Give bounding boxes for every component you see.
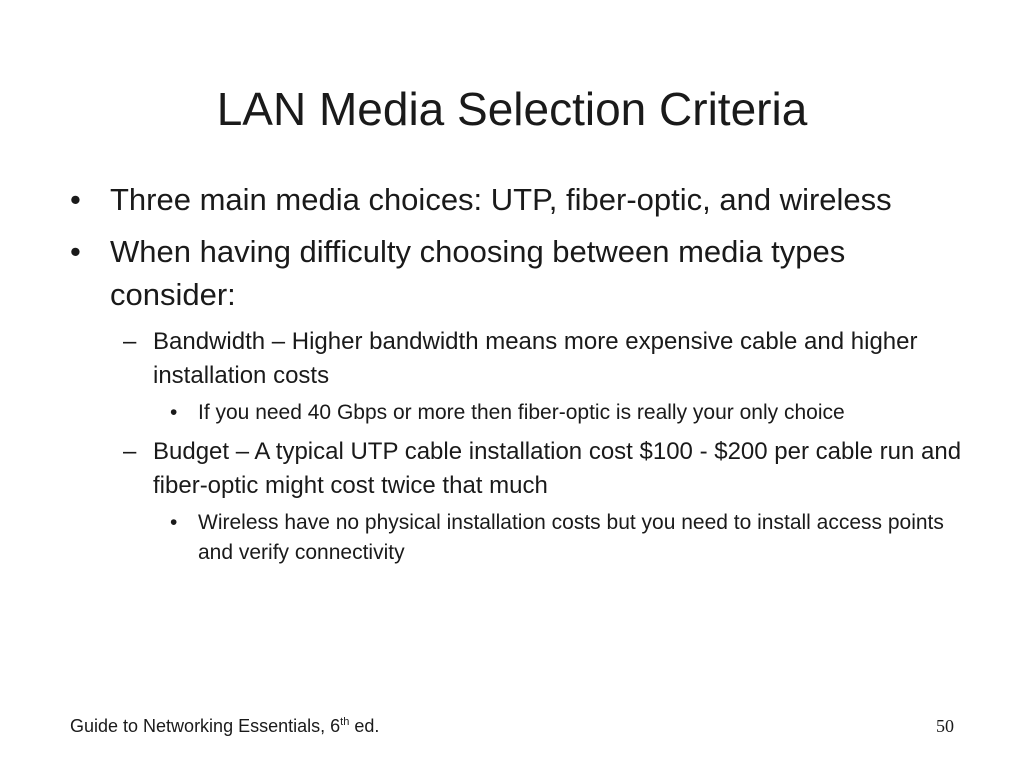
bullet-text: When having difficulty choosing between media types consider: xyxy=(110,234,846,312)
dash-icon: – xyxy=(123,328,137,355)
bullet-icon: • xyxy=(70,234,81,269)
bullet-item xyxy=(70,178,970,221)
sub-sub-bullet-item xyxy=(170,398,970,428)
bullet-text: Three main media choices: UTP, fiber-optic, and wireless xyxy=(110,182,892,217)
footer-edition-superscript: th xyxy=(340,716,350,728)
sub-sub-bullet-item xyxy=(170,508,970,568)
sub-sub-bullet-text: Wireless have no physical installation costs but you need to install access points and verify connectivity xyxy=(198,511,944,564)
bullet-item xyxy=(70,230,970,316)
bullet-icon: • xyxy=(170,401,178,424)
bullet-icon: • xyxy=(70,182,81,217)
footer-book-suffix: ed. xyxy=(349,716,380,736)
sub-bullet-text: Bandwidth – Higher bandwidth means more expensive cable and higher installation costs xyxy=(153,328,918,389)
sub-bullet-text: Budget – A typical UTP cable installation cost $100 - $200 per cable run and fiber-optic might cost twice that much xyxy=(153,438,962,499)
footer-book-title xyxy=(70,714,379,738)
page-number: 50 xyxy=(936,716,954,736)
dash-icon: – xyxy=(123,438,137,465)
footer-book-prefix: Guide to Networking Essentials, 6 xyxy=(70,716,341,736)
slide-title: LAN Media Selection Criteria xyxy=(216,83,808,135)
bullet-icon: • xyxy=(170,511,178,534)
sub-bullet-item xyxy=(123,325,970,393)
sub-sub-bullet-text: If you need 40 Gbps or more then fiber-optic is really your only choice xyxy=(198,401,845,424)
sub-bullet-item xyxy=(123,435,970,503)
slide-content xyxy=(70,178,970,575)
